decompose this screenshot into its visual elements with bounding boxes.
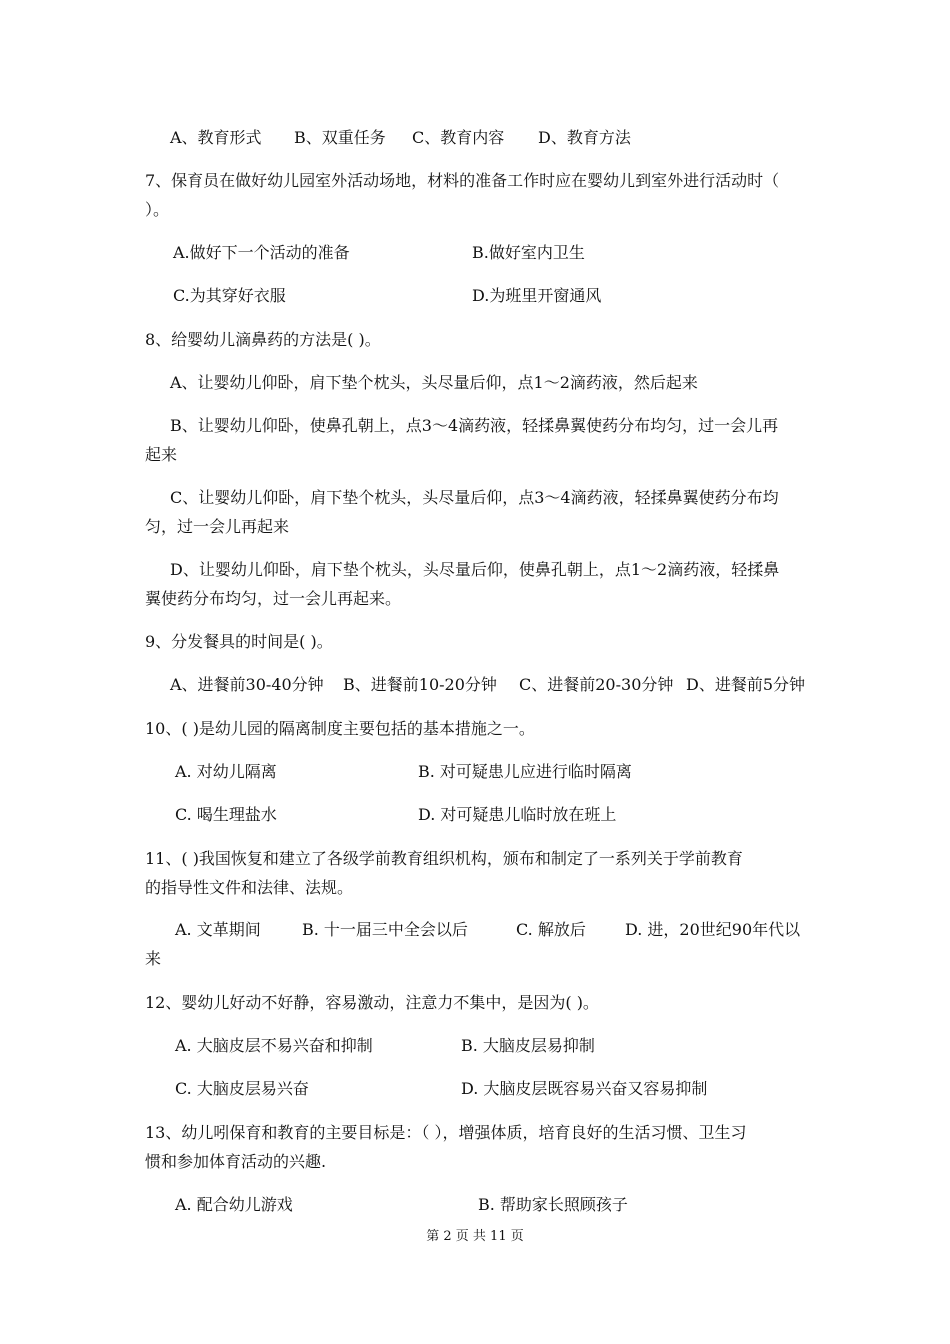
page-number-footer: 第 2 页 共 11 页 <box>426 1229 524 1244</box>
q7-option-b: B.做好室内卫生 <box>472 243 585 262</box>
q13-option-a: A. 配合幼儿游戏 <box>175 1195 293 1214</box>
q6-option-b: B、双重任务 <box>294 128 386 147</box>
q8-option-b-line1: B、让婴幼儿仰卧，使鼻孔朝上，点3～4滴药液，轻揉鼻翼使药分布均匀，过一会儿再 <box>170 416 779 435</box>
q7-option-a: A.做好下一个活动的准备 <box>173 243 350 262</box>
question-13-stem-line2: 惯和参加体育活动的兴趣. <box>145 1152 327 1171</box>
q10-option-d: D. 对可疑患儿临时放在班上 <box>418 805 617 824</box>
q8-option-d-line2: 翼使药分布均匀，过一会儿再起来。 <box>145 589 402 608</box>
q6-option-d: D、教育方法 <box>538 128 631 147</box>
question-7-stem-line1: 7、保育员在做好幼儿园室外活动场地，材料的准备工作时应在婴幼儿到室外进行活动时（ <box>145 171 780 190</box>
question-10-stem: 10、( )是幼儿园的隔离制度主要包括的基本措施之一。 <box>145 719 535 738</box>
q12-option-b: B. 大脑皮层易抑制 <box>461 1036 595 1055</box>
question-13-stem-line1: 13、幼儿吲保育和教育的主要目标是：（ ），增强体质，培育良好的生活习惯、卫生习 <box>145 1123 747 1142</box>
q10-option-b: B. 对可疑患儿应进行临时隔离 <box>418 762 632 781</box>
q8-option-c-line1: C、让婴幼儿仰卧，肩下垫个枕头，头尽量后仰，点3～4滴药液，轻揉鼻翼使药分布均 <box>170 488 779 507</box>
question-9-stem: 9、分发餐具的时间是( )。 <box>145 632 333 651</box>
q11-option-d: D. 进，20世纪90年代以 <box>625 920 801 939</box>
q8-option-c-line2: 匀，过一会儿再起来 <box>145 517 290 536</box>
q11-option-a: A. 文革期间 <box>175 920 261 939</box>
question-8-stem: 8、给婴幼儿滴鼻药的方法是( )。 <box>145 330 381 349</box>
q11-option-b: B. 十一届三中全会以后 <box>302 920 468 939</box>
q7-option-c: C.为其穿好衣服 <box>173 286 286 305</box>
question-11-stem-line2: 的指导性文件和法律、法规。 <box>145 878 354 897</box>
q8-option-b-line2: 起来 <box>145 445 178 464</box>
q11-option-d-continuation: 来 <box>145 949 162 968</box>
q9-option-b: B、进餐前10-20分钟 <box>343 675 497 694</box>
q8-option-d-line1: D、让婴幼儿仰卧，肩下垫个枕头，头尽量后仰，使鼻孔朝上，点1～2滴药液，轻揉鼻 <box>170 560 780 579</box>
q6-option-c: C、教育内容 <box>412 128 505 147</box>
question-7-stem-line2: ）。 <box>145 200 170 219</box>
q9-option-c: C、进餐前20-30分钟 <box>519 675 674 694</box>
q9-option-a: A、进餐前30-40分钟 <box>170 675 324 694</box>
q7-option-d: D.为班里开窗通风 <box>472 286 602 305</box>
q10-option-c: C. 喝生理盐水 <box>175 805 277 824</box>
q13-option-b: B. 帮助家长照顾孩子 <box>478 1195 628 1214</box>
q12-option-c: C. 大脑皮层易兴奋 <box>175 1079 309 1098</box>
q10-option-a: A. 对幼儿隔离 <box>175 762 277 781</box>
q6-option-a: A、教育形式 <box>170 128 262 147</box>
q12-option-d: D. 大脑皮层既容易兴奋又容易抑制 <box>461 1079 708 1098</box>
question-12-stem: 12、婴幼儿好动不好静，容易激动，注意力不集中，是因为( )。 <box>145 993 599 1012</box>
question-11-stem-line1: 11、( )我国恢复和建立了各级学前教育组织机构，颁布和制定了一系列关于学前教育 <box>145 849 743 868</box>
q8-option-a: A、让婴幼儿仰卧，肩下垫个枕头，头尽量后仰，点1～2滴药液，然后起来 <box>170 373 698 392</box>
q11-option-c: C. 解放后 <box>516 920 586 939</box>
q12-option-a: A. 大脑皮层不易兴奋和抑制 <box>175 1036 373 1055</box>
q9-option-d: D、进餐前5分钟 <box>686 675 806 694</box>
